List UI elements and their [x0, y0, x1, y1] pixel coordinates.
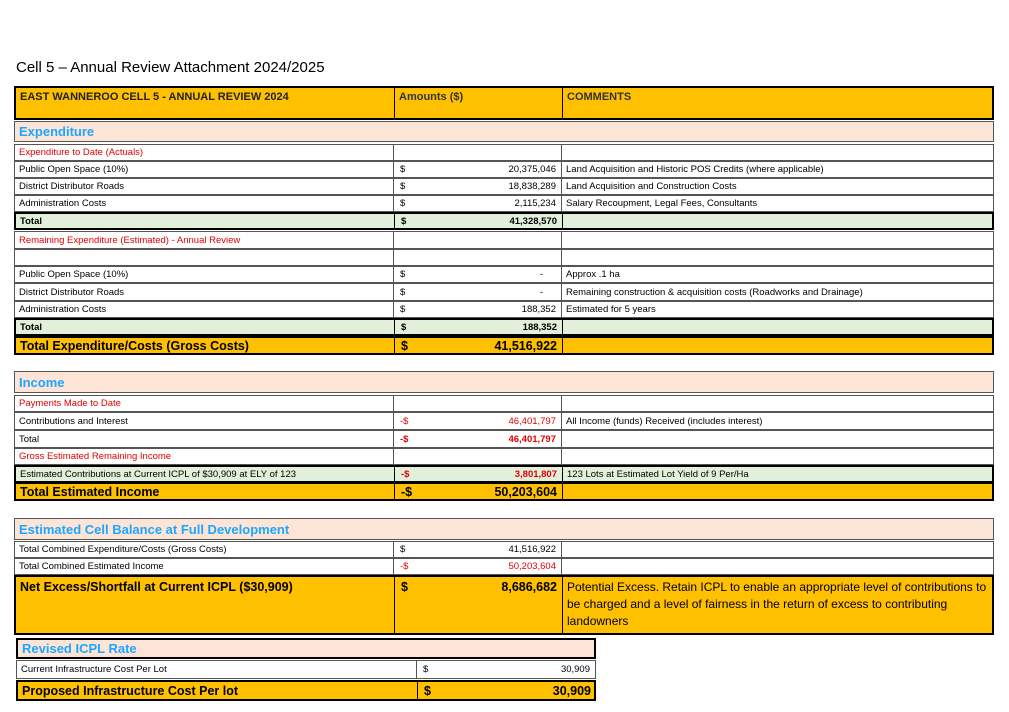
table-row	[14, 541, 994, 558]
row-amount-cell	[394, 162, 562, 177]
table-row	[14, 283, 994, 301]
row-comment: 123 Lots at Estimated Lot Yield of 9 Per/Ha	[567, 468, 749, 480]
blank-row	[14, 249, 994, 266]
row-amount-cell	[394, 267, 562, 282]
currency-symbol: $	[401, 215, 407, 227]
row-amount: 188,352	[521, 304, 556, 315]
row-amount-cell	[394, 413, 562, 429]
total-label: Total	[15, 431, 394, 447]
row-amount-cell	[394, 179, 562, 194]
currency-symbol: $	[401, 321, 407, 333]
gross-remaining-label: Gross Estimated Remaining Income	[15, 449, 394, 464]
net-label: Net Excess/Shortfall at Current ICPL ($30,909)	[16, 577, 395, 633]
currency-symbol: $	[400, 198, 406, 209]
row-comment: All Income (funds) Received (includes interest)	[566, 415, 763, 427]
total-amount-cell	[395, 320, 563, 334]
currency-symbol: $	[401, 580, 408, 594]
icpl-heading: Revised ICPL Rate	[22, 641, 137, 656]
currency-symbol: -$	[401, 468, 410, 480]
row-amount: 18,838,289	[508, 181, 556, 192]
grand-total-amount-cell	[395, 484, 563, 499]
header-col2: Amounts ($)	[395, 88, 563, 118]
row-label: Total Combined Expenditure/Costs (Gross Costs)	[15, 542, 394, 557]
row-comment: Land Acquisition and Historic POS Credits (where applicable)	[566, 164, 824, 175]
row-amount: 46,401,797	[508, 415, 556, 427]
section-label-row	[14, 395, 994, 412]
currency-symbol: $	[424, 683, 431, 698]
page-title: Cell 5 – Annual Review Attachment 2024/2025	[16, 59, 325, 76]
currency-symbol: $	[400, 544, 406, 555]
row-amount-cell	[394, 559, 562, 574]
table-row	[14, 558, 994, 575]
total-label: Total	[16, 320, 395, 334]
table-row	[14, 465, 994, 483]
grand-total-row	[14, 482, 994, 501]
currency-symbol: $	[400, 269, 406, 280]
currency-symbol: $	[401, 338, 408, 353]
currency-symbol: -$	[400, 433, 409, 445]
row-label: Administration Costs	[15, 302, 394, 317]
row-comment: Estimated for 5 years	[566, 304, 656, 315]
row-amount-cell	[394, 196, 562, 211]
table-row	[14, 412, 994, 430]
expenditure-to-date-label: Expenditure to Date (Actuals)	[15, 145, 394, 160]
row-amount: 30,909	[560, 664, 590, 675]
income-heading: Income	[19, 374, 65, 390]
grand-total-amount: 50,203,604	[494, 484, 557, 499]
total-label: Total	[16, 214, 395, 228]
icpl-heading-row	[16, 638, 596, 659]
row-amount: -	[539, 286, 543, 298]
row-amount: 2,115,234	[514, 198, 556, 209]
row-label: District Distributor Roads	[15, 284, 394, 300]
row-label: Public Open Space (10%)	[15, 267, 394, 282]
balance-heading-row	[14, 518, 994, 540]
row-label: Estimated Contributions at Current ICPL of $30,909 at ELY of 123	[16, 467, 395, 481]
row-comment: Remaining construction & acquisition costs (Roadworks and Drainage)	[566, 286, 863, 298]
row-amount: 50,203,604	[508, 561, 556, 572]
net-row	[14, 575, 994, 635]
row-amount-cell	[394, 542, 562, 557]
expenditure-heading-row	[14, 121, 994, 142]
total-row	[14, 212, 994, 230]
row-label: Administration Costs	[15, 196, 394, 211]
row-amount-cell	[417, 661, 595, 678]
row-label: Contributions and Interest	[15, 413, 394, 429]
grand-total-amount-cell	[395, 338, 563, 353]
proposed-amount: 30,909	[552, 683, 591, 698]
row-amount-cell	[395, 467, 563, 481]
currency-symbol: -$	[401, 484, 413, 499]
proposed-amount-cell	[418, 682, 596, 699]
proposed-label: Proposed Infrastructure Cost Per lot	[18, 682, 418, 699]
expenditure-heading: Expenditure	[19, 124, 95, 139]
table-row	[14, 195, 994, 212]
currency-symbol: -$	[400, 561, 409, 572]
table-row	[14, 266, 994, 283]
payments-label: Payments Made to Date	[15, 396, 394, 411]
currency-symbol: $	[400, 304, 406, 315]
header-col3: COMMENTS	[567, 91, 632, 103]
total-row	[14, 430, 994, 448]
section-label-row	[14, 144, 994, 161]
total-amount: 41,328,570	[509, 215, 557, 227]
row-amount-cell	[394, 284, 562, 300]
row-comment: Land Acquisition and Construction Costs	[566, 181, 737, 192]
table-row	[14, 301, 994, 318]
table-row	[14, 161, 994, 178]
row-label: Public Open Space (10%)	[15, 162, 394, 177]
total-amount: 46,401,797	[508, 433, 556, 445]
row-comment: Approx .1 ha	[566, 269, 620, 280]
remaining-expenditure-label: Remaining Expenditure (Estimated) - Annual Review	[15, 232, 394, 248]
currency-symbol: $	[400, 181, 406, 192]
total-row	[14, 318, 994, 336]
total-amount-cell	[394, 431, 562, 447]
table-row	[14, 178, 994, 195]
grand-total-amount: 41,516,922	[494, 338, 557, 353]
income-heading-row	[14, 371, 994, 393]
proposed-icpl-row	[16, 680, 596, 701]
table-row	[16, 660, 596, 679]
header-row	[14, 86, 994, 120]
row-label: Total Combined Estimated Income	[15, 559, 394, 574]
row-amount: 41,516,922	[508, 544, 556, 555]
grand-total-label: Total Expenditure/Costs (Gross Costs)	[16, 338, 395, 353]
balance-heading: Estimated Cell Balance at Full Development	[19, 521, 290, 537]
grand-total-label: Total Estimated Income	[16, 484, 395, 499]
currency-symbol: $	[423, 664, 429, 675]
row-amount-cell	[394, 302, 562, 317]
grand-total-row	[14, 336, 994, 355]
total-amount-cell	[395, 214, 563, 228]
total-amount: 188,352	[522, 321, 557, 333]
currency-symbol: $	[400, 286, 406, 298]
row-comment: Salary Recoupment, Legal Fees, Consultants	[566, 198, 758, 209]
section-label-row	[14, 231, 994, 249]
header-col1: EAST WANNEROO CELL 5 - ANNUAL REVIEW 2024	[16, 88, 395, 118]
row-amount: 3,801,807	[514, 468, 557, 480]
section-label-row	[14, 448, 994, 465]
row-label: Current Infrastructure Cost Per Lot	[17, 661, 417, 678]
row-amount: 20,375,046	[508, 164, 556, 175]
currency-symbol: -$	[400, 415, 409, 427]
row-amount: -	[539, 269, 543, 280]
net-amount: 8,686,682	[501, 580, 557, 594]
currency-symbol: $	[400, 164, 406, 175]
net-comment: Potential Excess. Retain ICPL to enable an appropriate level of contributions to be charged and a level of fairness in the return of excess to contributing landowners	[567, 580, 987, 628]
row-label: District Distributor Roads	[15, 179, 394, 194]
net-amount-cell	[395, 577, 563, 633]
